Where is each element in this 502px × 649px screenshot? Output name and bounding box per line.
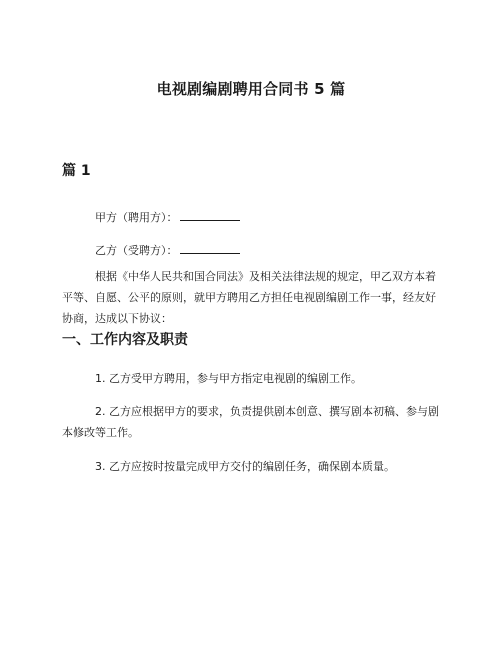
party-b-label: 乙方（受聘方）： <box>95 244 178 257</box>
basis-paragraph: 根据《中华人民共和国合同法》及相关法律法规的规定，甲乙双方本着平等、自愿、公平的原则，就甲方聘用乙方担任电视剧编剧工作一事，经友好协商，达成以下协议： <box>62 270 436 325</box>
heading-work-content: 一、工作内容及职责 <box>62 332 188 348</box>
list-item: 3. 乙方应按时按量完成甲方交付的编剧任务，确保剧本质量。 <box>95 460 395 473</box>
party-a-label: 甲方（聘用方）： <box>95 211 178 224</box>
party-a-line <box>95 209 240 226</box>
party-b-line <box>95 242 240 259</box>
section-label: 篇 1 <box>62 163 91 179</box>
party-a-blank <box>180 209 240 221</box>
party-b-blank <box>180 242 240 254</box>
document-title: 电视剧编剧聘用合同书 5 篇 <box>156 80 346 98</box>
list-item: 1. 乙方受甲方聘用，参与甲方指定电视剧的编剧工作。 <box>95 372 362 385</box>
list-item: 2. 乙方应根据甲方的要求，负责提供剧本创意、撰写剧本初稿、参与剧本修改等工作。 <box>62 405 439 439</box>
